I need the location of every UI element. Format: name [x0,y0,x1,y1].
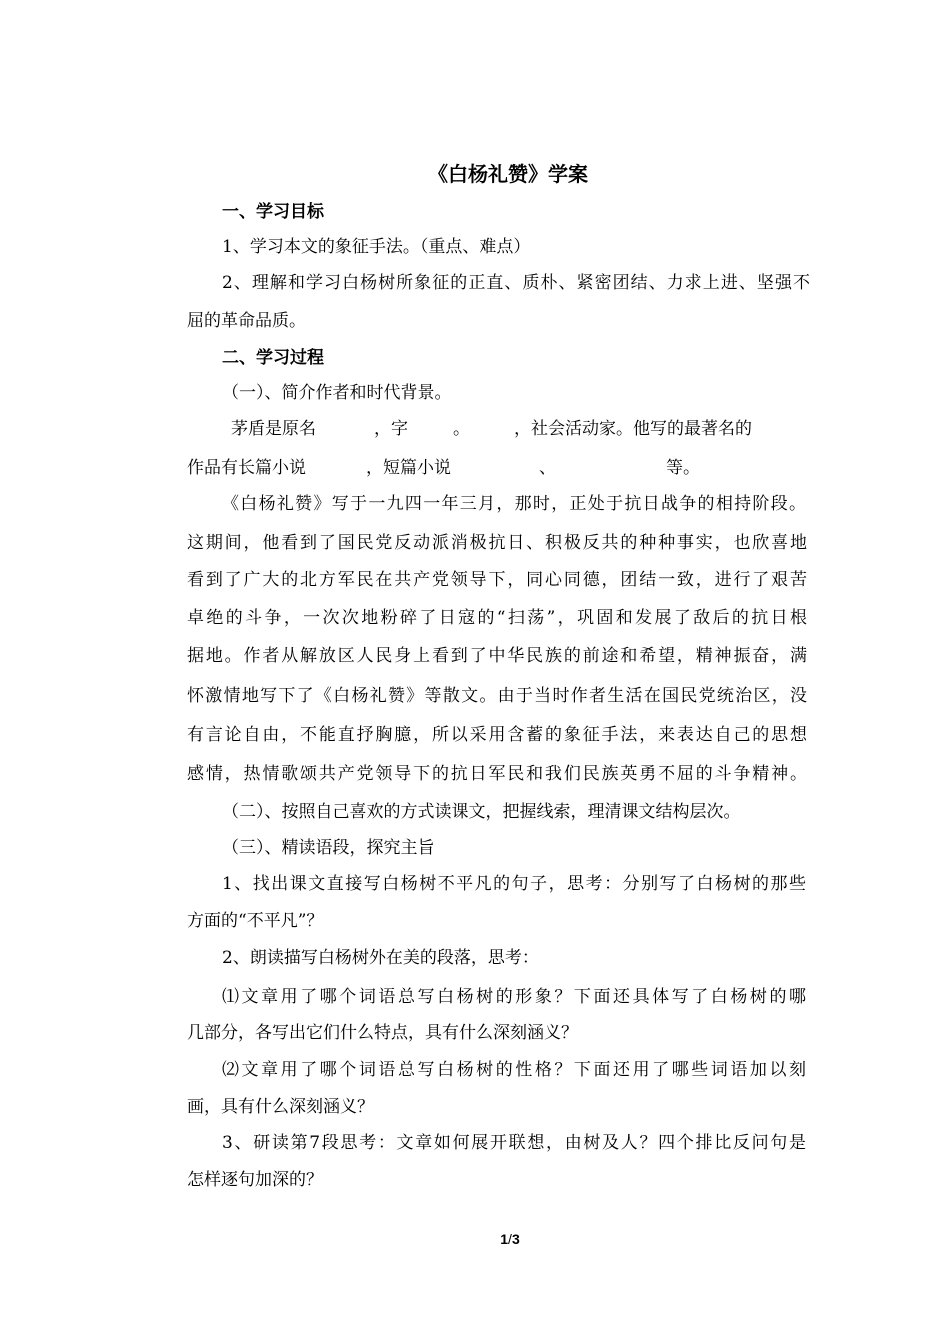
question-2b-line2: 画，具有什么深刻涵义？ [187,1097,374,1117]
fill-blank-line-1 [231,416,752,442]
question-1-line1: 1、找出课文直接写白杨树不平凡的句子，思考：分别写了白杨树的那些 [222,874,806,894]
fill-blank-1-text-b: ，字 [374,419,408,439]
background-line-5: 据地。作者从解放区人民身上看到了中华民族的前途和希望，精神振奋，满 [187,646,807,666]
part3-heading: （三）、精读语段，探究主旨 [222,838,435,858]
fill-blank-2-text-b: ，短篇小说 [366,458,451,478]
fill-blank-1-text-a: 茅盾是原名 [231,419,316,439]
fill-blank-line-2 [187,455,700,481]
question-2: 2、朗读描写白杨树外在美的段落，思考： [222,948,539,968]
question-3-line1: 3、研读第7段思考：文章如何展开联想，由树及人？四个排比反问句是 [222,1133,806,1153]
page-number [0,1231,950,1247]
section-heading-process: 二、学习过程 [222,348,324,368]
fill-blank-2-text-d: 等。 [666,458,700,478]
part1-heading: （一）、简介作者和时代背景。 [222,383,452,403]
goal-item-1: 1、学习本文的象征手法。（重点、难点） [222,237,531,257]
question-2a-line1: ⑴文章用了哪个词语总写白杨树的形象？下面还具体写了白杨树的哪 [222,987,806,1007]
document-title: 《白杨礼赞》学案 [428,162,588,186]
fill-blank-1-text-c: 。 [453,419,470,439]
goal-item-2-line1: 2、理解和学习白杨树所象征的正直、质朴、紧密团结、力求上进、坚强不 [222,273,810,293]
section-heading-goals: 一、学习目标 [222,202,324,222]
page-current: 1 [500,1231,509,1247]
question-2b-line1: ⑵文章用了哪个词语总写白杨树的性格？下面还用了哪些词语加以刻 [222,1060,806,1080]
question-3-line2: 怎样逐句加深的？ [187,1170,323,1190]
background-line-2: 这期间，他看到了国民党反动派消极抗日、积极反共的种种事实，也欣喜地 [187,533,807,553]
page-total: 3 [511,1231,520,1247]
background-line-3: 看到了广大的北方军民在共产党领导下，同心同德，团结一致，进行了艰苦 [187,570,807,590]
background-line-6: 怀激情地写下了《白杨礼赞》等散文。由于当时作者生活在国民党统治区，没 [187,686,807,706]
question-2a-line2: 几部分，各写出它们什么特点，具有什么深刻涵义？ [187,1023,578,1043]
page-separator: / [508,1231,512,1247]
part2-heading: （二）、按照自己喜欢的方式读课文，把握线索，理清课文结构层次。 [222,802,741,822]
goal-item-2-line2: 屈的革命品质。 [187,311,306,331]
background-line-4: 卓绝的斗争，一次次地粉碎了日寇的“扫荡”，巩固和发展了敌后的抗日根 [187,608,807,628]
fill-blank-2-text-c: 、 [539,458,556,478]
question-1-line2: 方面的“不平凡”？ [187,911,324,931]
fill-blank-1-text-d: ，社会活动家。他写的最著名的 [514,419,752,439]
background-line-8: 感情，热情歌颂共产党领导下的抗日军民和我们民族英勇不屈的斗争精神。 [187,764,807,784]
background-line-7: 有言论自由，不能直抒胸臆，所以采用含蓄的象征手法，来表达自己的思想 [187,725,807,745]
background-line-1: 《白杨礼赞》写于一九四一年三月，那时，正处于抗日战争的相持阶段。 [222,494,806,514]
fill-blank-2-text-a: 作品有长篇小说 [187,458,306,478]
